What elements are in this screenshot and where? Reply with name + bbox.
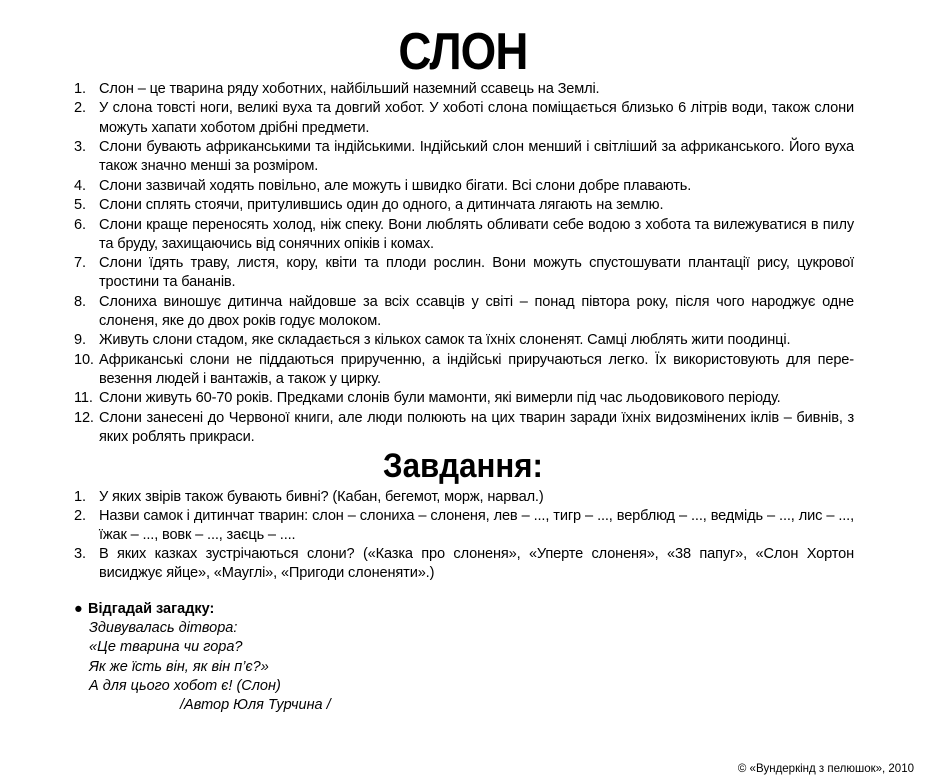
- facts-list: [74, 80, 854, 447]
- fact-text: Слони їдять траву, листя, кору, квіти та плоди рослин. Вони можуть спустошувати плантації рису, цукрової тростини та бананів.: [99, 255, 854, 291]
- fact-item: [74, 138, 854, 176]
- tasks-list: [74, 488, 854, 583]
- fact-item: [74, 351, 854, 389]
- task-item: [74, 488, 854, 507]
- fact-number: 7.: [74, 255, 86, 272]
- fact-item: [74, 177, 854, 196]
- bullet-icon: ●: [74, 601, 83, 617]
- fact-number: 4.: [74, 177, 86, 194]
- riddle-heading-text: Відгадай загадку:: [88, 601, 215, 617]
- fact-item: [74, 409, 854, 447]
- tasks-heading: Завдання:: [383, 447, 543, 485]
- fact-text: Слони сплять стоячи, притулившись один до одного, а дитинчата лягають на землю.: [99, 197, 664, 214]
- riddle-line: Як же їсть він, як він п’є?»: [89, 658, 269, 675]
- fact-number: 1.: [74, 81, 86, 97]
- fact-number: 2.: [74, 100, 86, 117]
- task-number: 3.: [74, 546, 86, 562]
- fact-text: Слониха виношує дитинча найдовше за всіх ссавців у світі – понад півтора року, після чого народжує одне слоненя, яке до двох років годує молоком.: [99, 293, 854, 329]
- fact-item: [74, 254, 854, 292]
- riddle-line: «Це тварина чи гора?: [89, 639, 243, 656]
- fact-text: Слони краще переносять холод, ніж спеку. Вони люблять обливати себе водою з хобота та вилежуватися в пилу та бруду, захищаючись від сонячних опіків і комах.: [99, 216, 854, 252]
- riddle-line: Здивувалась дітвора:: [89, 620, 238, 637]
- fact-number: 10.: [74, 351, 94, 368]
- fact-text: Слони зазвичай ходять повільно, але можуть і швидко бігати. Всі слони добре плавають.: [99, 177, 692, 194]
- fact-item: [74, 293, 854, 331]
- fact-text: Слон – це тварина ряду хоботних, найбільший наземний ссавець на Землі.: [99, 81, 600, 97]
- fact-text: Африканські слони не піддаються прирученню, а індійські приручаються легко. Їх використовують для пере-везення людей і вантажів, а також у цирку.: [99, 351, 854, 387]
- page-title: СЛОН: [398, 23, 528, 81]
- fact-text: Слони живуть 60-70 років. Предками слонів були мамонти, які вимерли під час льодовикового періоду.: [99, 390, 781, 407]
- fact-number: 3.: [74, 139, 86, 156]
- fact-item: [74, 216, 854, 254]
- task-text: Назви самок і дитинчат тварин: слон – слониха – слоненя, лев – ..., тигр – ..., верблюд – ..., ведмідь – ..., лис – ..., їжак – ..., вовк – ..., заєць – ....: [99, 508, 854, 543]
- fact-number: 9.: [74, 332, 86, 349]
- fact-number: 8.: [74, 293, 86, 310]
- riddle-author: /Автор Юля Турчина /: [180, 697, 331, 714]
- fact-text: Живуть слони стадом, яке складається з кількох самок та їхніх слоненят. Самці люблять жити поодинці.: [99, 332, 791, 349]
- fact-item: [74, 196, 854, 215]
- fact-number: 6.: [74, 216, 86, 233]
- riddle-line: А для цього хобот є! (Слон): [89, 677, 281, 694]
- fact-item: [74, 331, 854, 350]
- fact-number: 5.: [74, 197, 86, 214]
- copyright-notice: © «Вундеркінд з пелюшок», 2010: [737, 763, 914, 775]
- fact-text: У слона товсті ноги, великі вуха та довгий хобот. У хоботі слона поміщається близько 6 літрів води, також слони можуть хапати хоботом дрібні предмети.: [99, 100, 854, 136]
- task-number: 1.: [74, 489, 86, 505]
- fact-item: [74, 99, 854, 137]
- riddle-block: [74, 600, 331, 715]
- fact-number: 12.: [74, 409, 94, 426]
- task-item: [74, 507, 854, 545]
- task-text: У яких звірів також бувають бивні? (Кабан, бегемот, морж, нарвал.): [99, 489, 544, 505]
- task-number: 2.: [74, 508, 86, 524]
- task-text: В яких казках зустрічаються слони? («Казка про слоненя», «Уперте слоненя», «38 папуг», «Слон Хортон висиджує яйце», «Мауглі», «Пригоди слоненяти».): [99, 546, 854, 581]
- fact-text: Слони бувають африканськими та індійськими. Індійський слон менший і світліший за африканського. Його вуха також значно менші за розміром.: [99, 139, 854, 175]
- fact-text: Слони занесені до Червоної книги, але люди полюють на цих тварин заради їхніх видозмінених іклів – бивнів, з яких роблять прикраси.: [99, 409, 854, 445]
- fact-number: 11.: [74, 390, 93, 407]
- fact-item: [74, 389, 854, 408]
- riddle-heading: [74, 600, 331, 619]
- task-item: [74, 545, 854, 583]
- fact-item: [74, 80, 854, 99]
